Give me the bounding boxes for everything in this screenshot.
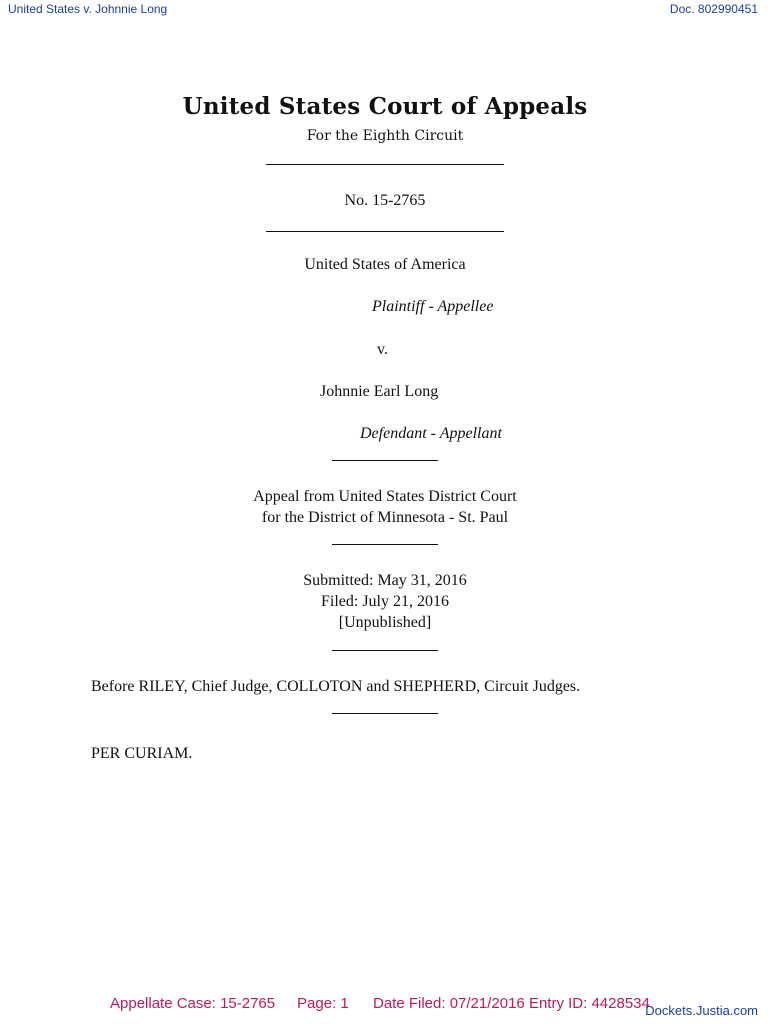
court-title: United States Court of Appeals [182, 93, 588, 120]
footer-date-entry: Date Filed: 07/21/2016 Entry ID: 4428534 [373, 995, 650, 1012]
doc-number-link[interactable]: Doc. 802990451 [669, 2, 758, 16]
versus-text: v. [377, 341, 388, 358]
divider [332, 544, 438, 545]
court-subtitle: For the Eighth Circuit [306, 128, 464, 144]
opinion-heading: PER CURIAM. [91, 745, 193, 762]
defendant-name: Johnnie Earl Long [320, 383, 439, 400]
appeal-from-line: Appeal from United States District Court [253, 488, 517, 505]
divider [266, 164, 504, 165]
divider [332, 650, 438, 651]
footer-page-number: Page: 1 [297, 995, 349, 1012]
divider [266, 231, 504, 232]
defendant-role: Defendant - Appellant [360, 425, 502, 442]
case-title-link[interactable]: United States v. Johnnie Long [8, 2, 168, 16]
panel-judges: Before RILEY, Chief Judge, COLLOTON and SHEPHERD, Circuit Judges. [91, 678, 581, 695]
plaintiff-name: United States of America [304, 256, 466, 273]
divider [332, 713, 438, 714]
divider [332, 460, 438, 461]
submitted-date: Submitted: May 31, 2016 [303, 572, 467, 589]
case-number: No. 15-2765 [344, 192, 426, 209]
plaintiff-role: Plaintiff - Appellee [372, 298, 494, 315]
district-line: for the District of Minnesota - St. Paul [261, 509, 509, 526]
footer-case-number: Appellate Case: 15-2765 [110, 995, 276, 1012]
publication-status: [Unpublished] [338, 614, 432, 631]
justia-source-link[interactable]: Dockets.Justia.com [645, 1003, 758, 1018]
filed-date: Filed: July 21, 2016 [320, 593, 449, 610]
